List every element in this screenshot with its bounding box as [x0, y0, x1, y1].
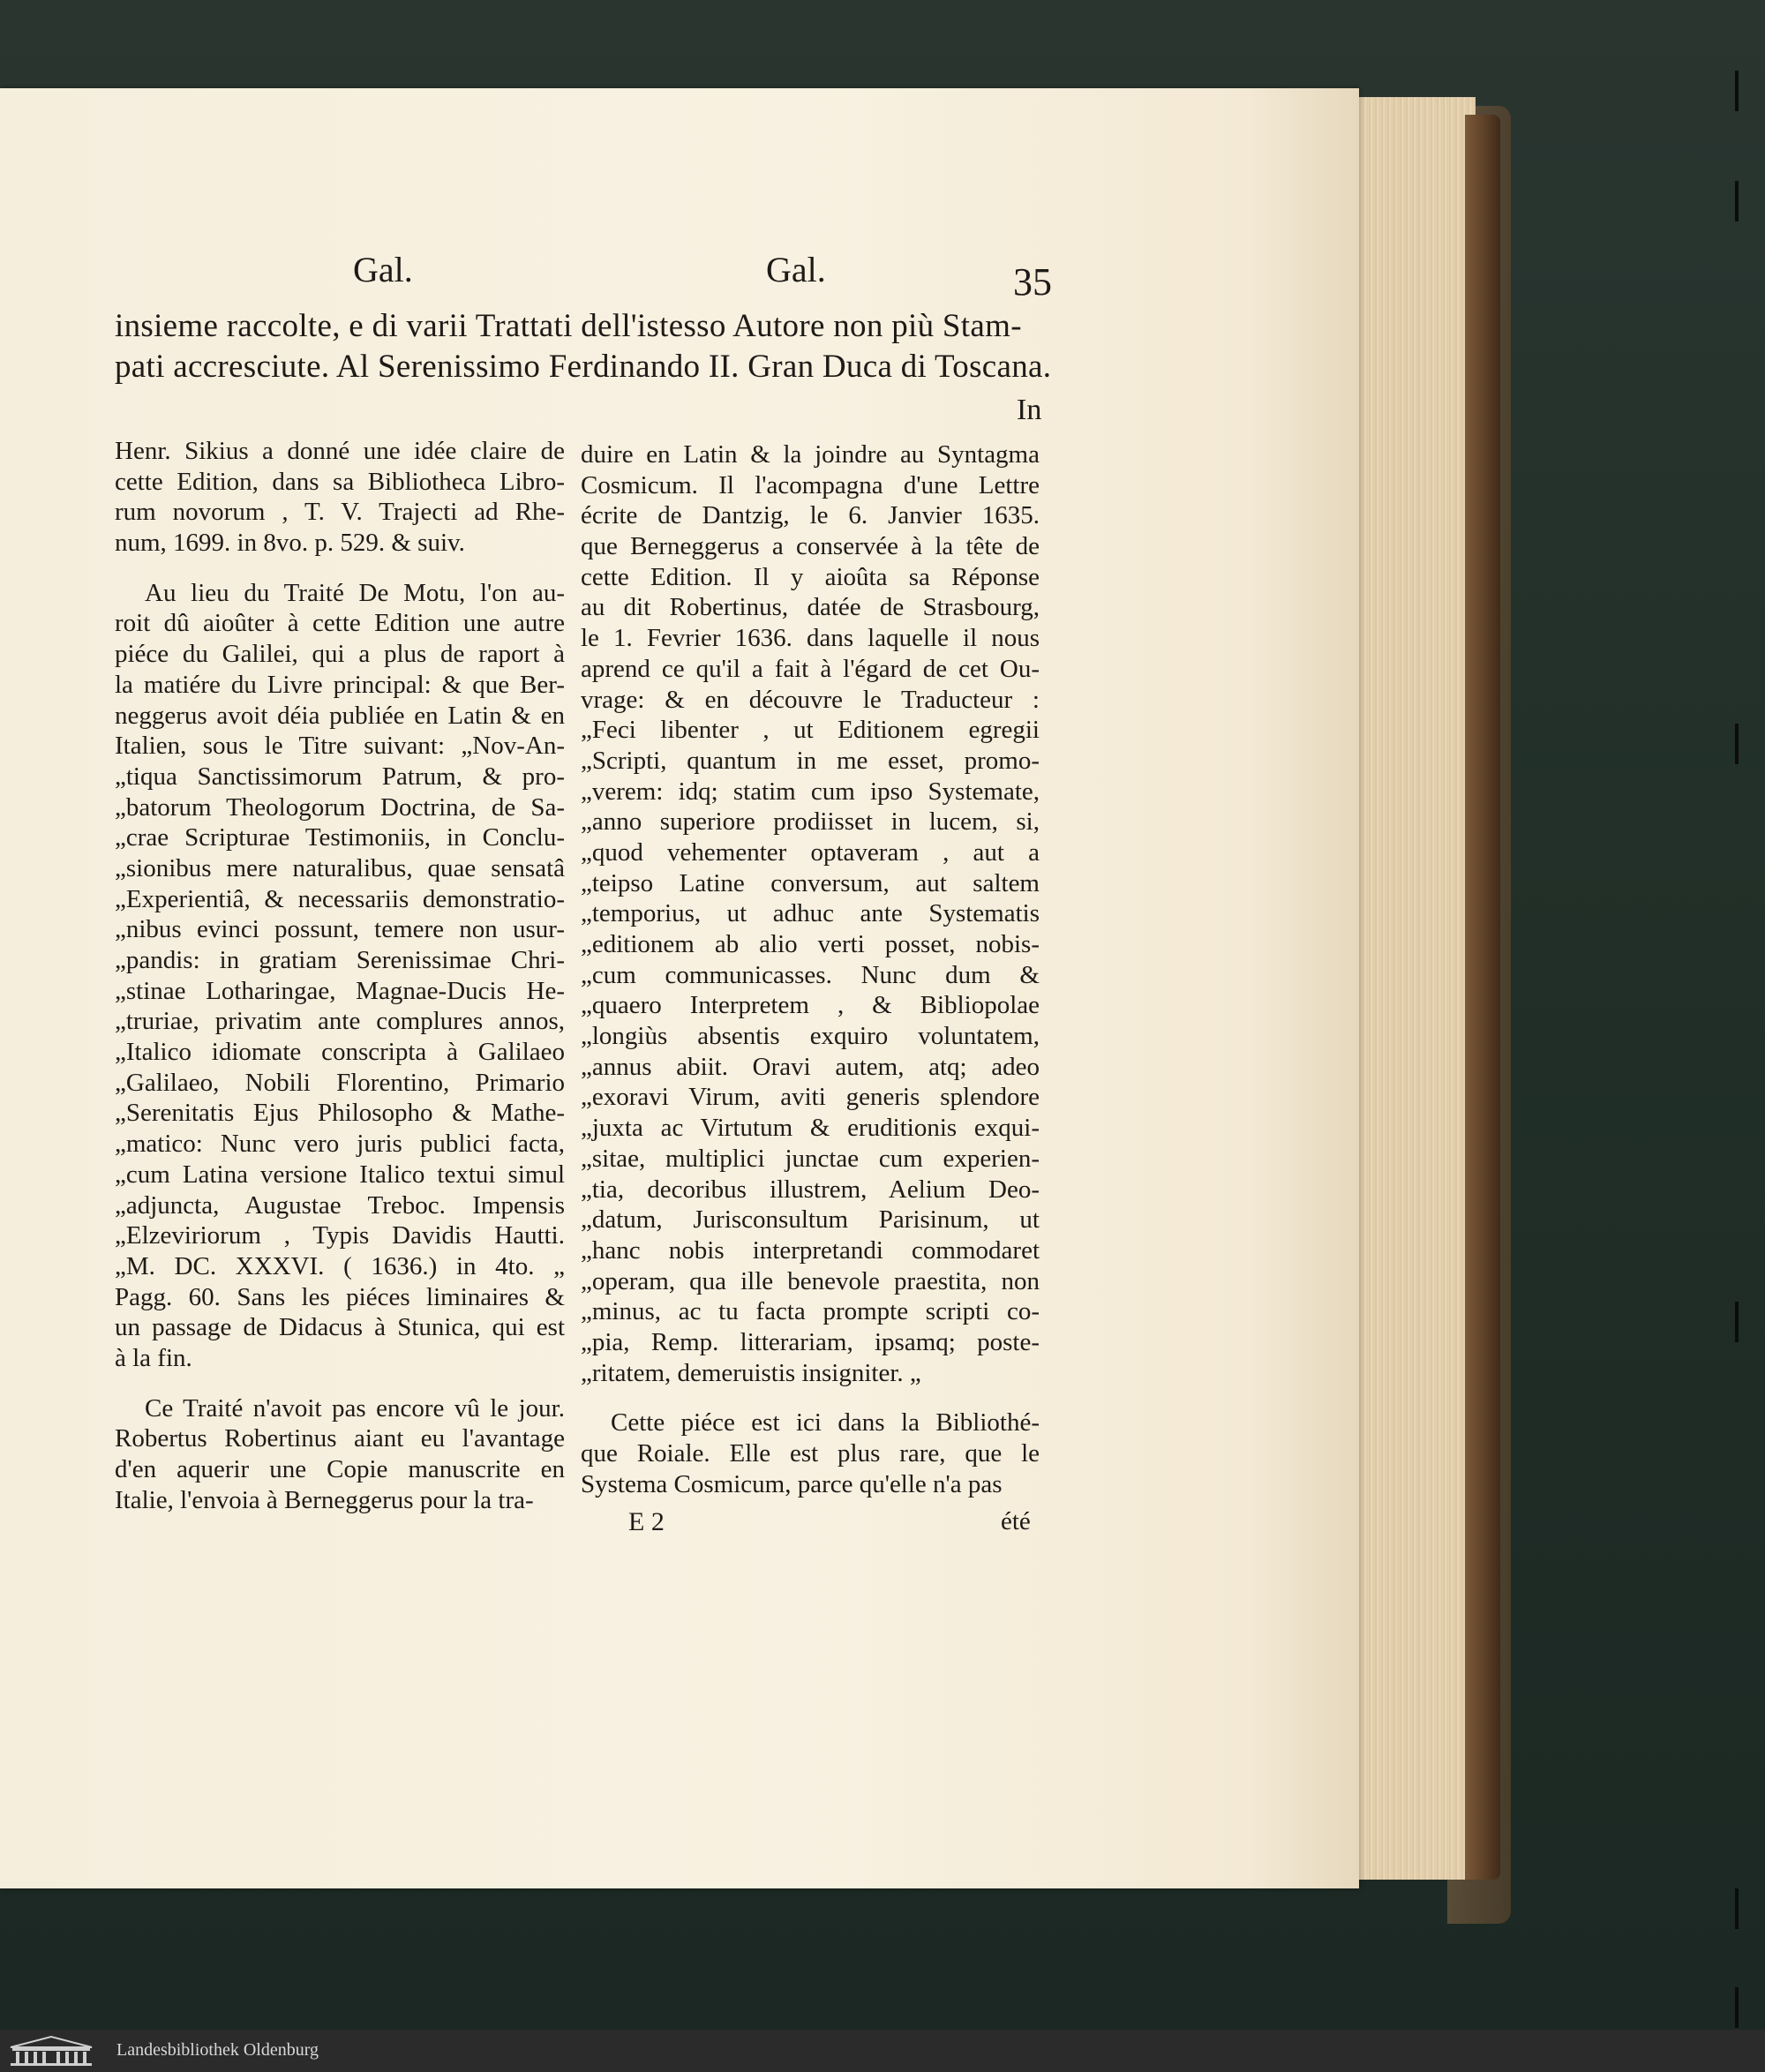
text-line: „pandis: in gratiam Serenissimae Chri- — [115, 946, 565, 974]
page-edges — [1341, 97, 1476, 1880]
text-line: vrage: & en découvre le Traducteur : — [581, 685, 1040, 714]
footer-bar — [0, 2030, 1765, 2072]
page-number: 35 — [1013, 260, 1052, 304]
text-line: „nibus evinci possunt, temere non usur- — [115, 915, 565, 944]
text-line: „adjuncta, Augustae Treboc. Impensis — [115, 1190, 565, 1220]
text-line: Robertus Robertinus aiant eu l'avantage — [115, 1424, 565, 1453]
right-text-column — [581, 439, 1040, 1499]
text-line: Cosmicum. Il l'acompagna d'une Lettre — [581, 470, 1040, 499]
text-line: que Roiale. Elle est plus rare, que le — [581, 1439, 1040, 1468]
title-line-1: insieme raccolte, e di varii Trattati dell'istesso Autore non più Stam- — [115, 308, 1022, 344]
text-line: Pagg. 60. Sans les piéces liminaires & — [115, 1282, 565, 1311]
title-line-2: pati accresciute. Al Serenissimo Ferdinando II. Gran Duca di Toscana. — [115, 349, 1052, 385]
scanner-mark — [1735, 724, 1739, 764]
text-line: „Feci libenter , ut Editionem egregii — [581, 716, 1040, 745]
text-line: „Serenitatis Ejus Philosopho & Mathe- — [115, 1099, 565, 1128]
text-line: „annus abiit. Oravi autem, atq; adeo — [581, 1052, 1040, 1081]
text-line: „exoravi Virum, aviti generis splendore — [581, 1083, 1040, 1112]
text-line: „truriae, privatim ante complures annos, — [115, 1007, 565, 1036]
text-line: „ritatem, demeruistis insigniter. „ — [581, 1358, 921, 1387]
left-text-column — [115, 436, 565, 1515]
scanner-mark — [1735, 1302, 1739, 1342]
text-line: „anno superiore prodiisset in lucem, si, — [581, 807, 1040, 837]
text-line: Cette piéce est ici dans la Bibliothé- — [611, 1408, 1040, 1438]
text-line: „datum, Jurisconsultum Parisinum, ut — [581, 1205, 1040, 1235]
text-line: „stinae Lotharingae, Magnae-Ducis He- — [115, 976, 565, 1005]
text-line: la matiére du Livre principal: & que Ber- — [115, 670, 565, 699]
text-line: un passage de Didacus à Stunica, qui est — [115, 1313, 565, 1342]
scanner-mark — [1735, 181, 1739, 221]
text-line: cette Edition. Il y aioûta sa Réponse — [581, 562, 1040, 591]
library-building-icon — [7, 2035, 95, 2067]
text-line: rum novorum , T. V. Trajecti ad Rhe- — [115, 498, 565, 527]
text-line: cette Edition, dans sa Bibliotheca Libro- — [115, 467, 565, 496]
book-fore-edge — [1465, 115, 1500, 1880]
running-head-right: Gal. — [766, 250, 826, 289]
catchword-top: In — [1017, 394, 1042, 426]
paragraph-gap — [115, 1374, 565, 1393]
text-line: num, 1699. in 8vo. p. 529. & suiv. — [115, 529, 465, 558]
running-head-left: Gal. — [353, 250, 413, 289]
text-line: „tia, decoribus illustrem, Aelium Deo- — [581, 1175, 1040, 1204]
text-line: „Galilaeo, Nobili Florentino, Primario — [115, 1068, 565, 1097]
text-line: Au lieu du Traité De Motu, l'on au- — [145, 578, 565, 607]
text-line: „minus, ac tu facta prompte scripti co- — [581, 1297, 1040, 1326]
text-line: Italie, l'envoia à Berneggerus pour la tra- — [115, 1485, 534, 1514]
text-line: „crae Scripturae Testimoniis, in Conclu- — [115, 823, 565, 852]
text-line: „sionibus mere naturalibus, quae sensatâ — [115, 853, 565, 882]
scanner-mark — [1735, 71, 1739, 111]
text-line: „teipso Latine conversum, aut saltem — [581, 868, 1040, 897]
paragraph-gap — [581, 1388, 1040, 1408]
text-line: „sitae, multiplici junctae cum experien- — [581, 1144, 1040, 1173]
text-line: „Scripti, quantum in me esset, promo- — [581, 746, 1040, 775]
text-line: „quod vehementer optaveram , aut a — [581, 837, 1040, 867]
text-line: que Berneggerus a conservée à la tête de — [581, 532, 1040, 561]
text-line: „Italico idiomate conscripta à Galilaeo — [115, 1038, 565, 1067]
text-line: „tiqua Sanctissimorum Patrum, & pro- — [115, 762, 565, 791]
text-line: Henr. Sikius a donné une idée claire de — [115, 437, 565, 465]
text-line: „cum Latina versione Italico textui simul — [115, 1160, 565, 1189]
text-line: Ce Traité n'avoit pas encore vû le jour. — [145, 1393, 565, 1423]
text-line: „operam, qua ille benevole praestita, non — [581, 1266, 1040, 1295]
text-line: „hanc nobis interpretandi commodaret — [581, 1235, 1040, 1265]
text-line: „M. DC. XXXVI. ( 1636.) in 4to. „ — [115, 1251, 565, 1280]
text-line: neggerus avoit déia publiée en Latin & en — [115, 701, 565, 730]
text-line: „longiùs absentis exquiro voluntatem, — [581, 1022, 1040, 1051]
text-line: duire en Latin & la joindre au Syntagma — [581, 440, 1040, 469]
text-line: „juxta ac Virtutum & eruditionis exqui- — [581, 1114, 1040, 1143]
catchword-bottom: été — [1001, 1507, 1031, 1535]
text-line: „quaero Interpretem , & Bibliopolae — [581, 991, 1040, 1020]
text-line: „cum communicasses. Nunc dum & — [581, 960, 1040, 989]
text-line: „temporius, ut adhuc ante Systematis — [581, 899, 1040, 928]
text-line: d'en aquerir une Copie manuscrite en — [115, 1455, 565, 1483]
text-line: au dit Robertinus, datée de Strasbourg, — [581, 593, 1040, 622]
text-line: „Experientiâ, & necessariis demonstratio- — [115, 884, 565, 913]
text-line: aprend ce qu'il a fait à l'égard de cet Ou- — [581, 654, 1040, 683]
scanner-mark — [1735, 1987, 1739, 2028]
text-line: piéce du Galilei, qui a plus de raport à — [115, 640, 565, 669]
text-line: „batorum Theologorum Doctrina, de Sa- — [115, 792, 565, 822]
text-line: „verem: idq; statim cum ipso Systemate, — [581, 777, 1040, 806]
text-line: le 1. Fevrier 1636. dans laquelle il nous — [581, 624, 1040, 653]
signature-mark: E 2 — [628, 1507, 665, 1536]
text-line: „pia, Remp. litterariam, ipsamq; poste- — [581, 1327, 1040, 1356]
scanner-mark — [1735, 1888, 1739, 1929]
text-line: Systema Cosmicum, parce qu'elle n'a pas — [581, 1469, 1003, 1498]
library-name: Landesbibliothek Oldenburg — [116, 2040, 319, 2060]
text-line: „matico: Nunc vero juris publici facta, — [115, 1130, 565, 1159]
text-line: roit dû aioûter à cette Edition une autre — [115, 609, 565, 638]
paragraph-gap — [115, 559, 565, 578]
text-line: écrite de Dantzig, le 6. Janvier 1635. — [581, 501, 1040, 530]
text-line: Italien, sous le Titre suivant: „Nov-An- — [115, 732, 565, 761]
text-line: „editionem ab alio verti posset, nobis- — [581, 930, 1040, 958]
text-line: à la fin. — [115, 1343, 192, 1372]
text-line: „Elzeviriorum , Typis Davidis Hautti. — [115, 1221, 565, 1250]
